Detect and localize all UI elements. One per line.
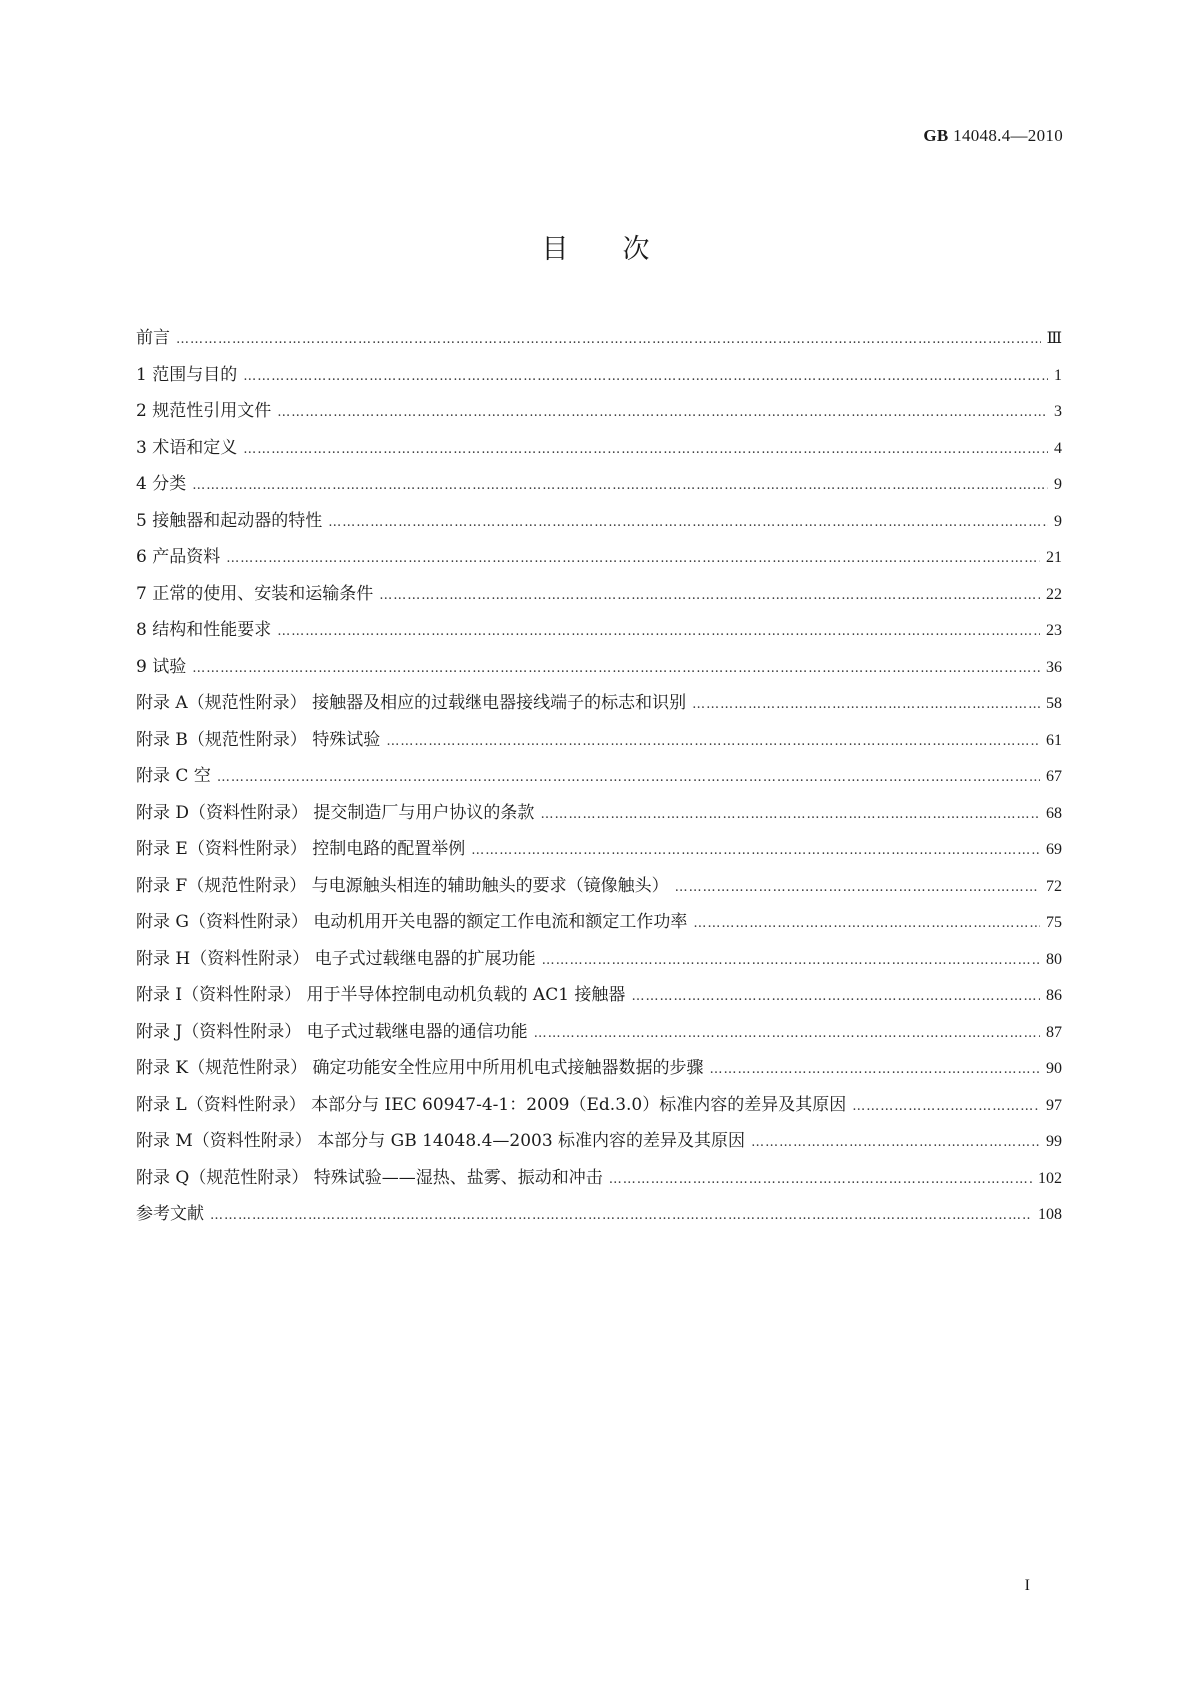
toc-entry-label: 附录 I（资料性附录） 用于半导体控制电动机负载的 AC1 接触器 [136,985,626,1005]
standard-prefix: GB [923,126,949,145]
toc-dot-leader [386,734,1040,749]
toc-entry-page: 108 [1038,1206,1062,1223]
toc-entry-9[interactable] [136,652,1062,689]
toc-entry-label: 附录 F（规范性附录） 与电源触头相连的辅助触头的要求（镜像触头） [136,875,669,896]
toc-entry-page: 67 [1046,768,1062,785]
toc-entry-label: 附录 B（规范性附录） 特殊试验 [136,729,381,750]
toc-dot-leader [540,807,1040,822]
table-of-contents [136,323,1062,1236]
toc-entry-4[interactable] [136,469,1062,506]
toc-entry-annex-e[interactable] [136,834,1062,871]
toc-entry-foreword[interactable] [136,323,1062,360]
page-number: I [1024,1577,1030,1594]
toc-entry-annex-g[interactable] [136,907,1062,944]
toc-entry-annex-j[interactable] [136,1017,1062,1054]
toc-entry-label: 6 产品资料 [136,547,221,567]
toc-entry-page: 22 [1046,585,1062,603]
toc-entry-label: 附录 A（规范性附录） 接触器及相应的过载继电器接线端子的标志和识别 [136,693,687,713]
toc-dot-leader [693,916,1040,931]
toc-entry-page: 61 [1046,731,1062,749]
toc-entry-label: 2 规范性引用文件 [136,401,272,421]
toc-entry-2[interactable] [136,396,1062,433]
toc-entry-1[interactable] [136,360,1062,397]
toc-entry-page: 99 [1046,1133,1062,1150]
toc-dot-leader [277,624,1040,639]
toc-entry-page: 58 [1046,695,1062,712]
toc-entry-annex-h[interactable] [136,944,1062,981]
toc-dot-leader [277,405,1048,420]
toc-entry-page: 21 [1046,549,1062,566]
toc-entry-annex-b[interactable] [136,725,1062,762]
toc-entry-page: 4 [1054,439,1062,457]
toc-entry-page: 97 [1046,1096,1062,1114]
toc-entry-page: 3 [1054,403,1062,420]
toc-entry-7[interactable] [136,579,1062,616]
toc-entry-label: 附录 G（资料性附录） 电动机用开关电器的额定工作电流和额定工作功率 [136,912,688,932]
toc-dot-leader [176,332,1041,347]
toc-entry-page: 72 [1046,877,1062,895]
toc-entry-5[interactable] [136,506,1062,543]
toc-entry-annex-l[interactable] [136,1090,1062,1127]
toc-entry-label: 附录 K（规范性附录） 确定功能安全性应用中所用机电式接触器数据的步骤 [136,1058,704,1078]
toc-entry-label: 1 范围与目的 [136,364,238,385]
page-title: 目次 [541,234,704,265]
toc-entry-label: 前言 [136,328,170,348]
toc-dot-leader [328,515,1048,530]
toc-dot-leader [192,661,1040,676]
toc-dot-leader [210,1208,1032,1223]
toc-dot-leader [751,1135,1040,1150]
toc-dot-leader [192,478,1048,493]
toc-dot-leader [226,551,1040,566]
toc-entry-annex-a[interactable] [136,688,1062,725]
toc-entry-label: 附录 M（资料性附录） 本部分与 GB 14048.4—2003 标准内容的差异及其原因 [136,1131,746,1151]
toc-entry-page: 1 [1054,366,1062,384]
toc-entry-label: 5 接触器和起动器的特性 [136,510,323,531]
toc-dot-leader [217,770,1040,785]
toc-entry-page: Ⅲ [1046,330,1062,347]
toc-entry-annex-c[interactable] [136,761,1062,798]
toc-entry-page: 87 [1046,1023,1062,1041]
toc-entry-label: 8 结构和性能要求 [136,620,272,640]
toc-entry-label: 附录 Q（规范性附录） 特殊试验——湿热、盐雾、振动和冲击 [136,1167,603,1188]
toc-dot-leader [852,1099,1040,1114]
toc-entry-page: 102 [1038,1169,1062,1187]
toc-dot-leader [534,1026,1040,1041]
toc-dot-leader [675,880,1040,895]
toc-entry-bibliography[interactable] [136,1199,1062,1236]
toc-entry-label: 3 术语和定义 [136,437,238,458]
toc-entry-page: 36 [1046,658,1062,676]
toc-entry-page: 69 [1046,841,1062,858]
toc-entry-page: 23 [1046,622,1062,639]
toc-dot-leader [379,588,1040,603]
toc-dot-leader [631,989,1040,1004]
toc-entry-label: 附录 J（资料性附录） 电子式过载继电器的通信功能 [136,1021,528,1042]
toc-entry-6[interactable] [136,542,1062,579]
toc-entry-annex-i[interactable] [136,980,1062,1017]
toc-entry-label: 7 正常的使用、安装和运输条件 [136,583,374,604]
toc-entry-annex-d[interactable] [136,798,1062,835]
toc-entry-annex-k[interactable] [136,1053,1062,1090]
toc-entry-label: 9 试验 [136,656,187,677]
toc-entry-page: 9 [1054,512,1062,530]
toc-dot-leader [609,1172,1032,1187]
toc-entry-label: 附录 E（资料性附录） 控制电路的配置举例 [136,839,466,859]
toc-dot-leader [243,442,1048,457]
toc-dot-leader [710,1062,1040,1077]
toc-entry-page: 80 [1046,950,1062,968]
toc-entry-annex-f[interactable] [136,871,1062,908]
toc-dot-leader [471,843,1040,858]
toc-entry-page: 75 [1046,914,1062,931]
toc-entry-label: 附录 L（资料性附录） 本部分与 IEC 60947-4-1：2009（Ed.3.0）标准内容的差异及其原因 [136,1094,847,1115]
standard-code [923,126,1063,146]
toc-entry-label: 附录 D（资料性附录） 提交制造厂与用户协议的条款 [136,802,535,823]
toc-entry-page: 68 [1046,804,1062,822]
toc-entry-page: 9 [1054,476,1062,493]
toc-dot-leader [542,953,1040,968]
toc-dot-leader [692,697,1040,712]
toc-entry-label: 附录 H（资料性附录） 电子式过载继电器的扩展功能 [136,948,536,969]
toc-entry-annex-m[interactable] [136,1126,1062,1163]
toc-entry-page: 86 [1046,987,1062,1004]
toc-entry-label: 参考文献 [136,1204,204,1224]
toc-entry-page: 90 [1046,1060,1062,1077]
toc-entry-8[interactable] [136,615,1062,652]
toc-entry-label: 4 分类 [136,474,187,494]
toc-entry-annex-q[interactable] [136,1163,1062,1200]
toc-dot-leader [243,369,1048,384]
toc-entry-3[interactable] [136,433,1062,470]
toc-entry-label: 附录 C 空 [136,766,211,786]
standard-number: 14048.4—2010 [953,126,1063,145]
